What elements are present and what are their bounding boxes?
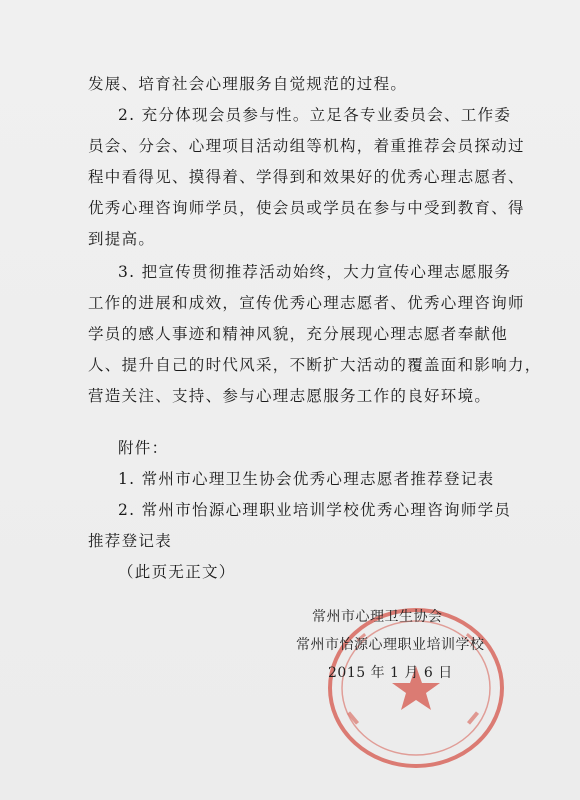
no-text-note: （此页无正文） <box>118 563 236 581</box>
body-line-10: 人、提升自己的时代风采，不断扩大活动的覆盖面和影响力， <box>88 356 542 374</box>
attachment-item-2: 2. 常州市怡源心理职业培训学校优秀心理咨询师学员 <box>118 501 512 519</box>
body-line-6: 到提高。 <box>88 230 156 248</box>
body-line-11: 营造关注、支持、参与心理志愿服务工作的良好环境。 <box>88 387 492 405</box>
signature-org-2: 常州市怡源心理职业培训学校 <box>296 637 485 653</box>
attachment-item-1: 1. 常州市心理卫生协会优秀心理志愿者推荐登记表 <box>118 470 495 488</box>
body-line-5: 优秀心理咨询师学员，使会员或学员在参与中受到教育、得 <box>88 199 525 217</box>
attachment-heading: 附件： <box>118 439 169 457</box>
body-line-4: 程中看得见、摸得着、学得到和效果好的优秀心理志愿者、 <box>88 168 525 186</box>
signature-org-1: 常州市心理卫生协会 <box>312 609 443 625</box>
body-line-8: 工作的进展和成效，宣传优秀心理志愿者、优秀心理咨询师 <box>88 294 525 312</box>
attachment-item-2-cont: 推荐登记表 <box>88 532 173 550</box>
body-line-9: 学员的感人事迹和精神风貌，充分展现心理志愿者奉献他 <box>88 325 509 343</box>
body-line-7: 3. 把宣传贯彻推荐活动始终，大力宣传心理志愿服务 <box>118 263 512 281</box>
body-line-2: 2. 充分体现会员参与性。立足各专业委员会、工作委 <box>118 106 512 124</box>
body-line-3: 员会、分会、心理项目活动组等机构，着重推荐会员探动过 <box>88 137 525 155</box>
signature-date: 2015 年 1 月 6 日 <box>328 665 453 681</box>
body-line-1: 发展、培育社会心理服务自觉规范的过程。 <box>88 75 408 93</box>
